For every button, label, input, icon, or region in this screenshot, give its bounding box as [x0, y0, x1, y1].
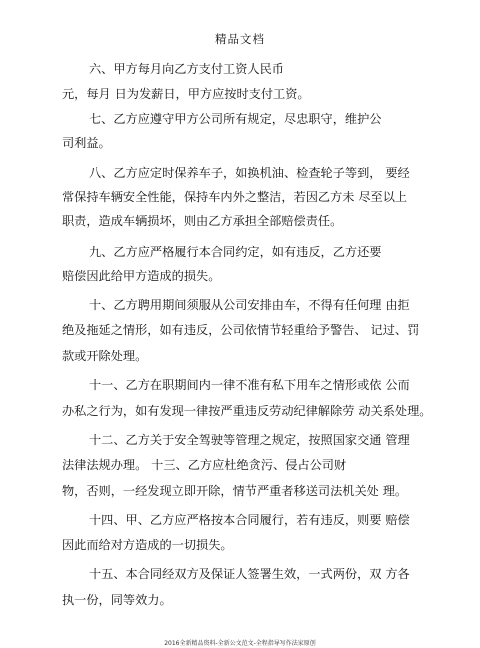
clause-13-line-2: 物，否则，一经发现立即开除，情节严重者移送司法机关处 理。: [62, 484, 408, 498]
clause-10-line-3: 款或开除处理。: [62, 349, 148, 363]
clause-6-line-2: 元，每月 日为发薪日，甲方应按时支付工资。: [62, 87, 310, 101]
clause-9-line-1: 九、乙方应严格履行本合同约定，如有违反，乙方还要: [89, 245, 382, 259]
clause-7-line-1: 七、乙方应遵守甲方公司所有规定，尽忠职守，维护公: [89, 112, 382, 126]
clause-12-line-1: 十二、乙方关于安全驾驶等管理之规定，按照国家交通 管理: [89, 433, 410, 447]
clause-12-13-line: 法律法规办理。 十三、乙方应杜绝贪污、侵占公司财: [62, 458, 347, 472]
clause-8-line-2: 常保持车辆安全性能，保持车内外之整洁，若因乙方未 尽至以上: [62, 190, 408, 204]
clause-6-line-1: 六、甲方每月向乙方支付工资人民币: [89, 62, 284, 76]
clause-8-line-1: 八、乙方应定时保养车子，如换机油、检查轮子等到， 要经: [89, 166, 410, 180]
clause-7-line-2: 司利益。: [62, 136, 111, 150]
clause-15-line-2: 执一份，同等效力。: [62, 593, 172, 607]
page-footer: 2016全新精品资料-全新公文范文-全程指导写作法家原创: [164, 640, 316, 647]
page-header: 精品文档: [215, 32, 265, 46]
clause-14-line-2: 因此而给对方造成的一切损失。: [62, 538, 233, 552]
clause-11-line-2: 办私之行为，如有发现一律按严重违反劳动纪律解除劳 动关系处理。: [62, 404, 432, 418]
clause-8-line-3: 职责，造成车辆损坏，则由乙方承担全部赔偿责任。: [62, 214, 343, 228]
clause-10-line-1: 十、乙方聘用期间须服从公司安排由车，不得有任何理 由拒: [89, 298, 410, 312]
clause-14-line-1: 十四、甲、乙方应严格按本合同履行，若有违反，则要 赔偿: [89, 513, 410, 527]
clause-15-line-1: 十五、本合同经双方及保证人签署生效，一式两份，双 方各: [89, 567, 410, 581]
clause-11-line-1: 十一、乙方在职期间内一律不准有私下用车之情形或依 公而: [89, 378, 410, 392]
clause-10-line-2: 绝及拖延之情形，如有违反，公司依情节轻重给予警告、 记过、罚: [62, 323, 420, 337]
clause-9-line-2: 赔偿因此给甲方造成的损失。: [62, 269, 221, 283]
